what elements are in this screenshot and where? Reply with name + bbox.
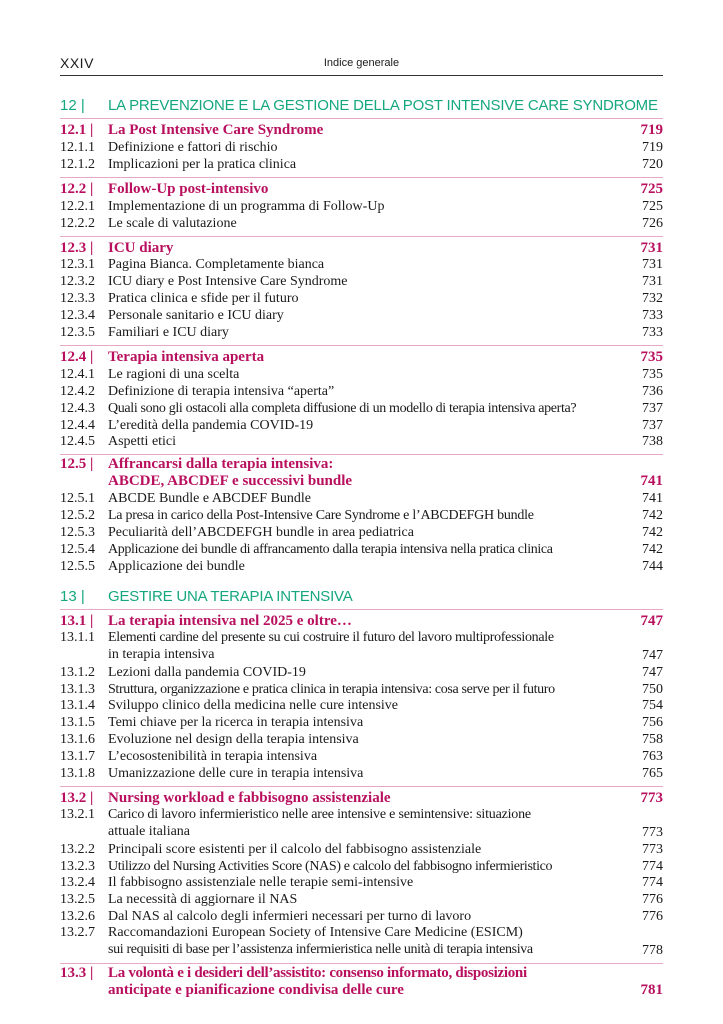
subsection-page: 778 [642, 943, 663, 959]
subsection-page: 735 [642, 366, 663, 382]
subsection-page: 765 [642, 765, 663, 781]
section-title: Nursing workload e fabbisogno assistenziale [108, 789, 391, 806]
subsection-number: 12.5.3 [60, 525, 95, 541]
subsection-entry[interactable] [60, 507, 663, 524]
subsection-entry[interactable] [60, 366, 663, 383]
section-number: 12.2 | [60, 180, 94, 197]
section-entry[interactable] [60, 609, 663, 630]
subsection-number: 12.4.4 [60, 417, 95, 433]
subsection-number: 13.2.5 [60, 892, 95, 908]
subsection-page: 774 [642, 875, 663, 891]
subsection-page: 731 [642, 274, 663, 290]
subsection-title: Dal NAS al calcolo degli infermieri necessari per turno di lavoro [108, 909, 472, 925]
subsection-title: Temi chiave per la ricerca in terapia intensiva [108, 715, 364, 731]
subsection-page: 776 [642, 909, 663, 925]
subsection-number: 13.2.1 [60, 806, 95, 822]
subsection-number: 12.5.2 [60, 508, 95, 524]
subsection-number: 12.2.2 [60, 215, 95, 231]
subsection-number: 13.1.2 [60, 664, 95, 680]
subsection-title: Applicazione dei bundle di affrancamento dalla terapia intensiva nella pratica clinica [108, 542, 553, 558]
subsection-entry[interactable] [60, 324, 663, 341]
subsection-entry[interactable] [60, 524, 663, 541]
subsection-entry[interactable] [60, 490, 663, 507]
subsection-number: 13.2.7 [60, 925, 95, 941]
subsection-page: 732 [642, 291, 663, 307]
subsection-page: 756 [642, 715, 663, 731]
section-page: 731 [640, 239, 663, 256]
section-title-line-2: ABCDE, ABCDEF e successivi bundle [108, 473, 353, 490]
section-title: ICU diary [108, 239, 174, 256]
subsection-entry[interactable] [60, 434, 663, 451]
subsection-title: Umanizzazione delle cure in terapia intensiva [108, 765, 364, 781]
subsection-title: Evoluzione nel design della terapia intensiva [108, 732, 359, 748]
section-entry[interactable] [60, 177, 663, 198]
subsection-number: 12.1.1 [60, 139, 95, 155]
subsection-title: Le scale di valutazione [108, 215, 237, 231]
subsection-page: 750 [642, 681, 663, 697]
subsection-number: 12.5.4 [60, 542, 95, 558]
subsection-entry[interactable] [60, 290, 663, 307]
subsection-page: 747 [642, 664, 663, 680]
section-title-line-1: Affrancarsi dalla terapia intensiva: [108, 456, 334, 473]
chapter-number: 12 | [60, 97, 85, 114]
subsection-title: Quali sono gli ostacoli alla completa diffusione di un modello di terapia intensiva aperta? [108, 400, 577, 416]
subsection-title: Personale sanitario e ICU diary [108, 308, 284, 324]
subsection-number: 12.3.4 [60, 308, 95, 324]
subsection-page: 747 [642, 647, 663, 663]
subsection-title: Lezioni dalla pandemia COVID-19 [108, 664, 306, 680]
subsection-number: 12.3.3 [60, 291, 95, 307]
subsection-number: 12.3.5 [60, 325, 95, 341]
subsection-page: 763 [642, 749, 663, 765]
subsection-page: 773 [642, 841, 663, 857]
subsection-title: ICU diary e Post Intensive Care Syndrome [108, 274, 348, 290]
subsection-page: 725 [642, 198, 663, 214]
subsection-number: 13.1.6 [60, 732, 95, 748]
subsection-entry[interactable] [60, 908, 663, 925]
subsection-title: Definizione di terapia intensiva “aperta” [108, 383, 335, 399]
section-number: 12.5 | [60, 456, 94, 473]
subsection-page: 726 [642, 215, 663, 231]
subsection-page: 742 [642, 508, 663, 524]
subsection-title: Pagina Bianca. Completamente bianca [108, 257, 325, 273]
section-page: 773 [640, 789, 663, 806]
subsection-entry[interactable] [60, 198, 663, 215]
subsection-page: 719 [642, 139, 663, 155]
running-head [60, 55, 663, 75]
subsection-page: 741 [642, 491, 663, 507]
subsection-title: Applicazione dei bundle [108, 558, 245, 574]
section-entry[interactable] [60, 786, 663, 807]
subsection-entry[interactable] [60, 156, 663, 173]
chapter-heading[interactable] [60, 92, 663, 114]
subsection-number: 12.4.2 [60, 383, 95, 399]
subsection-entry[interactable] [60, 215, 663, 232]
subsection-title-line-2: in terapia intensiva [108, 646, 215, 662]
subsection-entry[interactable] [60, 400, 663, 417]
header-rule [60, 75, 663, 76]
subsection-page: 736 [642, 383, 663, 399]
section-title: Follow-Up post-intensivo [108, 180, 269, 197]
subsection-number: 12.2.1 [60, 198, 95, 214]
subsection-entry[interactable] [60, 731, 663, 748]
subsection-entry[interactable] [60, 698, 663, 715]
subsection-title-line-2: attuale italiana [108, 823, 191, 839]
subsection-entry[interactable] [60, 417, 663, 434]
chapter-heading[interactable] [60, 583, 663, 605]
subsection-title-line-1: Elementi cardine del presente su cui costruire il futuro del lavoro multiprofessionale [108, 629, 554, 645]
subsection-number: 13.2.4 [60, 875, 95, 891]
subsection-entry[interactable] [60, 558, 663, 575]
subsection-page: 742 [642, 525, 663, 541]
subsection-title: Pratica clinica e sfide per il futuro [108, 291, 299, 307]
chapter-title: LA PREVENZIONE E LA GESTIONE DELLA POST INTENSIVE CARE SYNDROME [108, 97, 658, 114]
page-number: XXIV [60, 55, 94, 71]
subsection-title: Sviluppo clinico della medicina nelle cure intensive [108, 698, 399, 714]
chapter-title: GESTIRE UNA TERAPIA INTENSIVA [108, 587, 353, 605]
section-number: 13.2 | [60, 789, 94, 806]
section-title: Terapia intensiva aperta [108, 349, 265, 366]
subsection-entry[interactable] [60, 307, 663, 324]
subsection-entry[interactable] [60, 875, 663, 892]
section-number: 12.1 | [60, 122, 94, 138]
subsection-number: 13.1.7 [60, 749, 95, 765]
section-number: 12.3 | [60, 239, 94, 256]
section-title: La Post Intensive Care Syndrome [108, 122, 324, 138]
subsection-page: 773 [642, 824, 663, 840]
subsection-page: 720 [642, 156, 663, 172]
subsection-number: 13.2.6 [60, 909, 95, 925]
subsection-page: 774 [642, 858, 663, 874]
subsection-entry[interactable] [60, 858, 663, 875]
subsection-title: Peculiarità dell’ABCDEFGH bundle in area pediatrica [108, 525, 414, 541]
section-title-line-1: La volontà e i desideri dell’assistito: consenso informato, disposizioni [108, 965, 527, 982]
section-title: La terapia intensiva nel 2025 e oltre… [108, 612, 352, 629]
subsection-title-line-2: sui requisiti di base per l’assistenza infermieristica nelle unità di terapia intensiva [108, 942, 533, 958]
subsection-number: 13.1.8 [60, 765, 95, 781]
subsection-number: 12.3.1 [60, 257, 95, 273]
subsection-title: Familiari e ICU diary [108, 325, 229, 341]
subsection-entry[interactable] [60, 630, 663, 664]
section-page: 747 [640, 612, 663, 629]
subsection-number: 13.2.2 [60, 841, 95, 857]
table-of-contents [60, 92, 663, 999]
subsection-entry[interactable] [60, 841, 663, 858]
subsection-entry[interactable] [60, 139, 663, 156]
subsection-title: Struttura, organizzazione e pratica clinica in terapia intensiva: cosa serve per il futuro [108, 681, 555, 697]
subsection-page: 744 [642, 558, 663, 574]
subsection-title: Aspetti etici [108, 434, 177, 450]
subsection-number: 12.5.1 [60, 491, 95, 507]
subsection-title: Definizione e fattori di rischio [108, 139, 278, 155]
subsection-entry[interactable] [60, 664, 663, 681]
subsection-page: 731 [642, 257, 663, 273]
subsection-page: 733 [642, 308, 663, 324]
section-page: 781 [640, 982, 663, 999]
subsection-page: 754 [642, 698, 663, 714]
subsection-page: 742 [642, 542, 663, 558]
subsection-title: ABCDE Bundle e ABCDEF Bundle [108, 491, 312, 507]
subsection-entry[interactable] [60, 925, 663, 959]
subsection-title-line-1: Raccomandazioni European Society of Intensive Care Medicine (ESICM) [108, 925, 523, 941]
subsection-entry[interactable] [60, 765, 663, 782]
section-entry[interactable] [60, 118, 663, 139]
section-entry[interactable] [60, 454, 663, 490]
subsection-page: 733 [642, 325, 663, 341]
subsection-title: Implementazione di un programma di Follow-Up [108, 198, 385, 214]
subsection-title: La presa in carico della Post-Intensive Care Syndrome e l’ABCDEFGH bundle [108, 508, 534, 524]
subsection-number: 13.1.5 [60, 715, 95, 731]
chapter-number: 13 | [60, 587, 85, 605]
subsection-entry[interactable] [60, 257, 663, 274]
section-number: 12.4 | [60, 349, 94, 366]
subsection-entry[interactable] [60, 273, 663, 290]
running-title: Indice generale [323, 57, 400, 69]
subsection-entry[interactable] [60, 383, 663, 400]
subsection-entry[interactable] [60, 714, 663, 731]
section-entry[interactable] [60, 963, 663, 999]
section-entry[interactable] [60, 345, 663, 366]
section-title-line-2: anticipate e pianificazione condivisa delle cure [108, 982, 404, 999]
subsection-title: Il fabbisogno assistenziale nelle terapie semi-intensive [108, 875, 414, 891]
subsection-entry[interactable] [60, 891, 663, 908]
subsection-number: 12.3.2 [60, 274, 95, 290]
subsection-title: La necessità di aggiornare il NAS [108, 892, 298, 908]
subsection-title: L’ecosostenibilità in terapia intensiva [108, 749, 318, 765]
subsection-number: 13.1.3 [60, 681, 95, 697]
subsection-page: 737 [642, 400, 663, 416]
subsection-entry[interactable] [60, 541, 663, 558]
subsection-entry[interactable] [60, 807, 663, 841]
subsection-page: 738 [642, 434, 663, 450]
subsection-number: 12.4.1 [60, 366, 95, 382]
subsection-number: 13.1.1 [60, 629, 95, 645]
subsection-number: 12.5.5 [60, 558, 95, 574]
section-page: 725 [640, 180, 663, 197]
subsection-number: 12.1.2 [60, 156, 95, 172]
section-entry[interactable] [60, 236, 663, 257]
section-page: 719 [640, 122, 663, 138]
subsection-page: 737 [642, 417, 663, 433]
subsection-title: Implicazioni per la pratica clinica [108, 156, 297, 172]
subsection-page: 776 [642, 892, 663, 908]
section-number: 13.1 | [60, 612, 94, 629]
section-number: 13.3 | [60, 965, 94, 982]
subsection-entry[interactable] [60, 748, 663, 765]
subsection-number: 13.2.3 [60, 858, 95, 874]
subsection-number: 13.1.4 [60, 698, 95, 714]
subsection-title-line-1: Carico di lavoro infermieristico nelle aree intensive e semintensive: situazione [108, 806, 531, 822]
section-page: 741 [640, 473, 663, 490]
subsection-title: L’eredità della pandemia COVID-19 [108, 417, 314, 433]
subsection-title: Le ragioni di una scelta [108, 366, 240, 382]
subsection-title: Principali score esistenti per il calcolo del fabbisogno assistenziale [108, 841, 482, 857]
subsection-page: 758 [642, 732, 663, 748]
section-page: 735 [640, 349, 663, 366]
subsection-number: 12.4.5 [60, 434, 95, 450]
subsection-number: 12.4.3 [60, 400, 95, 416]
subsection-title: Utilizzo del Nursing Activities Score (NAS) e calcolo del fabbisogno infermieristico [108, 858, 553, 874]
subsection-entry[interactable] [60, 681, 663, 698]
